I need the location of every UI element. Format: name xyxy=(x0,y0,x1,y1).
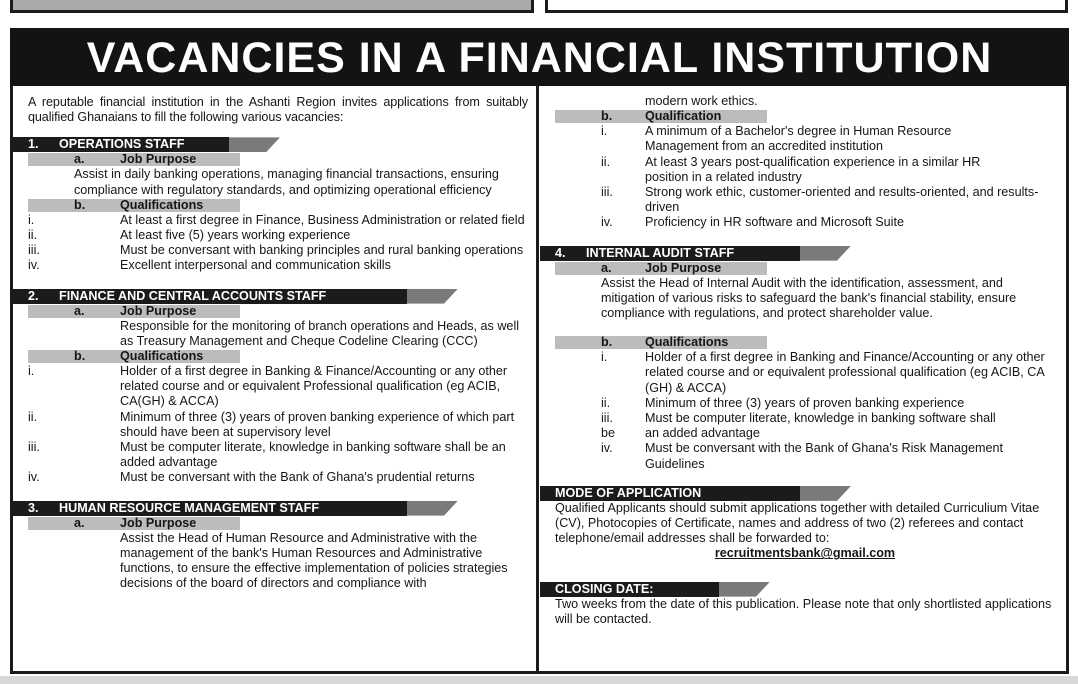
list-text: Must be computer literate, knowledge in banking software shall be an added advantage xyxy=(120,440,506,470)
list-text: Strong work ethic, customer-oriented and results-oriented, and results-driven xyxy=(645,185,1039,215)
section-2-number: 2. xyxy=(28,288,39,303)
section-1-purpose-text: Assist in daily banking operations, managing financial transactions, ensuring compliance with regulatory standards, and optimizing operational efficiency xyxy=(74,167,499,197)
section-1-header xyxy=(28,137,528,152)
list-numeral: i. xyxy=(601,124,608,139)
section-2-purpose-text: Responsible for the monitoring of branch operations and Heads, as well as Treasury Management and Cheque Codeline Clearing (CCC) xyxy=(120,318,520,348)
mode-of-application-title: MODE OF APPLICATION xyxy=(540,486,800,501)
section-2-title: FINANCE AND CENTRAL ACCOUNTS STAFF xyxy=(59,288,327,303)
list-text: Holder of a first degree in Banking & Finance/Accounting or any other related course and or equivalent Professional qualification (eg ACIB, CA(GH) & ACCA) xyxy=(120,364,508,409)
list-text: At least a first degree in Finance, Business Administration or related field xyxy=(120,212,525,227)
list-numeral: i. xyxy=(601,350,608,365)
list-numeral: ii. xyxy=(28,409,38,424)
subheading-letter: b. xyxy=(601,335,613,350)
section-3-qualifications-list xyxy=(555,124,1055,230)
section-2-purpose-heading xyxy=(28,304,528,319)
list-numeral: iii. xyxy=(601,185,613,200)
left-column xyxy=(28,88,528,591)
list-numeral: iv. xyxy=(28,258,40,273)
subheading-letter: b. xyxy=(74,197,86,212)
section-1-number: 1. xyxy=(28,137,39,152)
section-3-purpose-heading xyxy=(28,516,528,531)
list-item xyxy=(28,470,528,485)
list-text: Must be computer literate, knowledge in banking software shall xyxy=(645,411,996,426)
list-text: Excellent interpersonal and communication skills xyxy=(120,258,391,273)
section-3-qualification-heading xyxy=(555,109,1055,124)
list-item xyxy=(555,411,1055,426)
list-text: Must be conversant with the Bank of Ghana's Risk Management Guidelines xyxy=(645,441,1004,471)
list-item xyxy=(555,124,1055,154)
list-item xyxy=(555,215,1055,230)
subheading-letter: b. xyxy=(601,109,613,124)
subheading-label: Qualification xyxy=(645,109,722,124)
page-title: VACANCIES IN A FINANCIAL INSTITUTION xyxy=(10,28,1069,86)
list-numeral: iv. xyxy=(601,441,613,456)
list-item xyxy=(555,350,1055,396)
closing-date-header xyxy=(555,582,1055,597)
list-item xyxy=(28,410,528,440)
list-numeral: iii. xyxy=(28,440,40,455)
section-3-purpose-continued: modern work ethics. xyxy=(645,94,758,108)
section-3-title: HUMAN RESOURCE MANAGEMENT STAFF xyxy=(59,500,320,515)
section-4-title: INTERNAL AUDIT STAFF xyxy=(586,245,735,260)
list-numeral: be xyxy=(601,426,616,441)
subheading-label: Qualifications xyxy=(120,197,204,212)
closing-date-text: Two weeks from the date of this publication. Please note that only shortlisted applications will be contacted. xyxy=(555,596,1052,626)
section-2-header xyxy=(28,289,528,304)
list-numeral: iii. xyxy=(28,243,40,258)
section-3-purpose-text: Assist the Head of Human Resource and Administrative with the management of the bank's Human Resources and Administrative functions, to ensure the effective implementation of policies strategies decisions of the board of directors and compliance with xyxy=(120,530,508,591)
closing-date-title: CLOSING DATE: xyxy=(540,582,719,597)
section-4-qualifications-list xyxy=(555,350,1055,472)
previous-ad-box-right xyxy=(545,0,1068,13)
mode-of-application-text: Qualified Applicants should submit applications together with detailed Curriculium Vitae (CV), Photocopies of Certificate, names and address of two (2) referees and contact telephone/email addresses shall be forwarded to: xyxy=(555,500,1040,546)
previous-ad-box-left xyxy=(10,0,534,13)
list-item xyxy=(28,440,528,470)
section-3-header xyxy=(28,501,528,516)
list-text: At least 3 years post-qualification experience in a similar HR position in a related industry xyxy=(645,154,981,184)
list-item xyxy=(555,441,1055,471)
list-numeral: ii. xyxy=(601,395,611,410)
subheading-label: Job Purpose xyxy=(645,260,722,275)
list-numeral: ii. xyxy=(28,228,38,243)
subheading-label: Job Purpose xyxy=(120,303,197,318)
list-numeral: iv. xyxy=(601,215,613,230)
subheading-label: Qualifications xyxy=(645,335,729,350)
list-text: A minimum of a Bachelor's degree in Human Resource Management from an accredited institution xyxy=(645,124,952,154)
section-2-qualifications-list xyxy=(28,364,528,486)
section-4-purpose-heading xyxy=(555,261,1055,276)
subheading-label: Job Purpose xyxy=(120,515,197,530)
list-numeral: iii. xyxy=(601,411,613,426)
list-text: Minimum of three (3) years of proven banking experience xyxy=(645,395,965,410)
mode-of-application-header xyxy=(555,486,1055,501)
list-text: Holder of a first degree in Banking and Finance/Accounting or any other related course and or equivalent professional qualification (eg ACIB, CA (GH) & ACCA) xyxy=(645,350,1045,395)
list-item xyxy=(28,258,528,273)
section-3-number: 3. xyxy=(28,500,39,515)
subheading-letter: a. xyxy=(601,260,612,275)
list-numeral: ii. xyxy=(601,154,611,169)
section-1-title: OPERATIONS STAFF xyxy=(59,137,185,152)
section-1-purpose-heading xyxy=(28,152,528,167)
column-divider xyxy=(536,86,539,674)
list-numeral: iv. xyxy=(28,470,40,485)
section-4-purpose-text: Assist the Head of Internal Audit with the identification, assessment, and mitigation of various risks to safeguard the bank's financial stability, ensure compliance with regulations, and protect shareholder value. xyxy=(601,275,1017,321)
list-text: Minimum of three (3) years of proven banking experience of which part should have been at supervisory level xyxy=(120,409,515,439)
subheading-letter: b. xyxy=(74,349,86,364)
subheading-label: Job Purpose xyxy=(120,152,197,167)
application-email-link[interactable]: recruitmentsbank@gmail.com xyxy=(714,546,896,561)
list-text: Must be conversant with banking principles and rural banking operations xyxy=(120,243,524,258)
subheading-letter: a. xyxy=(74,303,85,318)
list-numeral: i. xyxy=(28,212,35,227)
list-numeral: i. xyxy=(28,364,35,379)
list-item xyxy=(28,228,528,243)
subheading-letter: a. xyxy=(74,152,85,167)
list-text: an added advantage xyxy=(645,426,760,441)
list-text: At least five (5) years working experience xyxy=(120,228,351,243)
list-text: Must be conversant with the Bank of Ghana's prudential returns xyxy=(120,470,475,485)
section-1-qualifications-heading xyxy=(28,198,528,213)
section-4-header xyxy=(555,246,1055,261)
section-4-number: 4. xyxy=(555,245,566,260)
section-1-qualifications-list xyxy=(28,213,528,274)
list-item xyxy=(555,155,1055,185)
list-item xyxy=(555,396,1055,411)
list-item xyxy=(555,185,1055,215)
subheading-label: Qualifications xyxy=(120,349,204,364)
right-column xyxy=(555,94,1055,627)
page-bottom-edge xyxy=(0,676,1078,684)
intro-text: A reputable financial institution in the Ashanti Region invites applications from suitably qualified Ghanaians to fill the following various vacancies: xyxy=(28,95,528,125)
subheading-letter: a. xyxy=(74,515,85,530)
list-item xyxy=(28,213,528,228)
list-item xyxy=(555,426,1055,441)
list-text: Proficiency in HR software and Microsoft Suite xyxy=(645,215,904,230)
section-4-qualifications-heading xyxy=(555,335,1055,350)
list-item xyxy=(28,364,528,410)
list-item xyxy=(28,243,528,258)
section-2-qualifications-heading xyxy=(28,349,528,364)
